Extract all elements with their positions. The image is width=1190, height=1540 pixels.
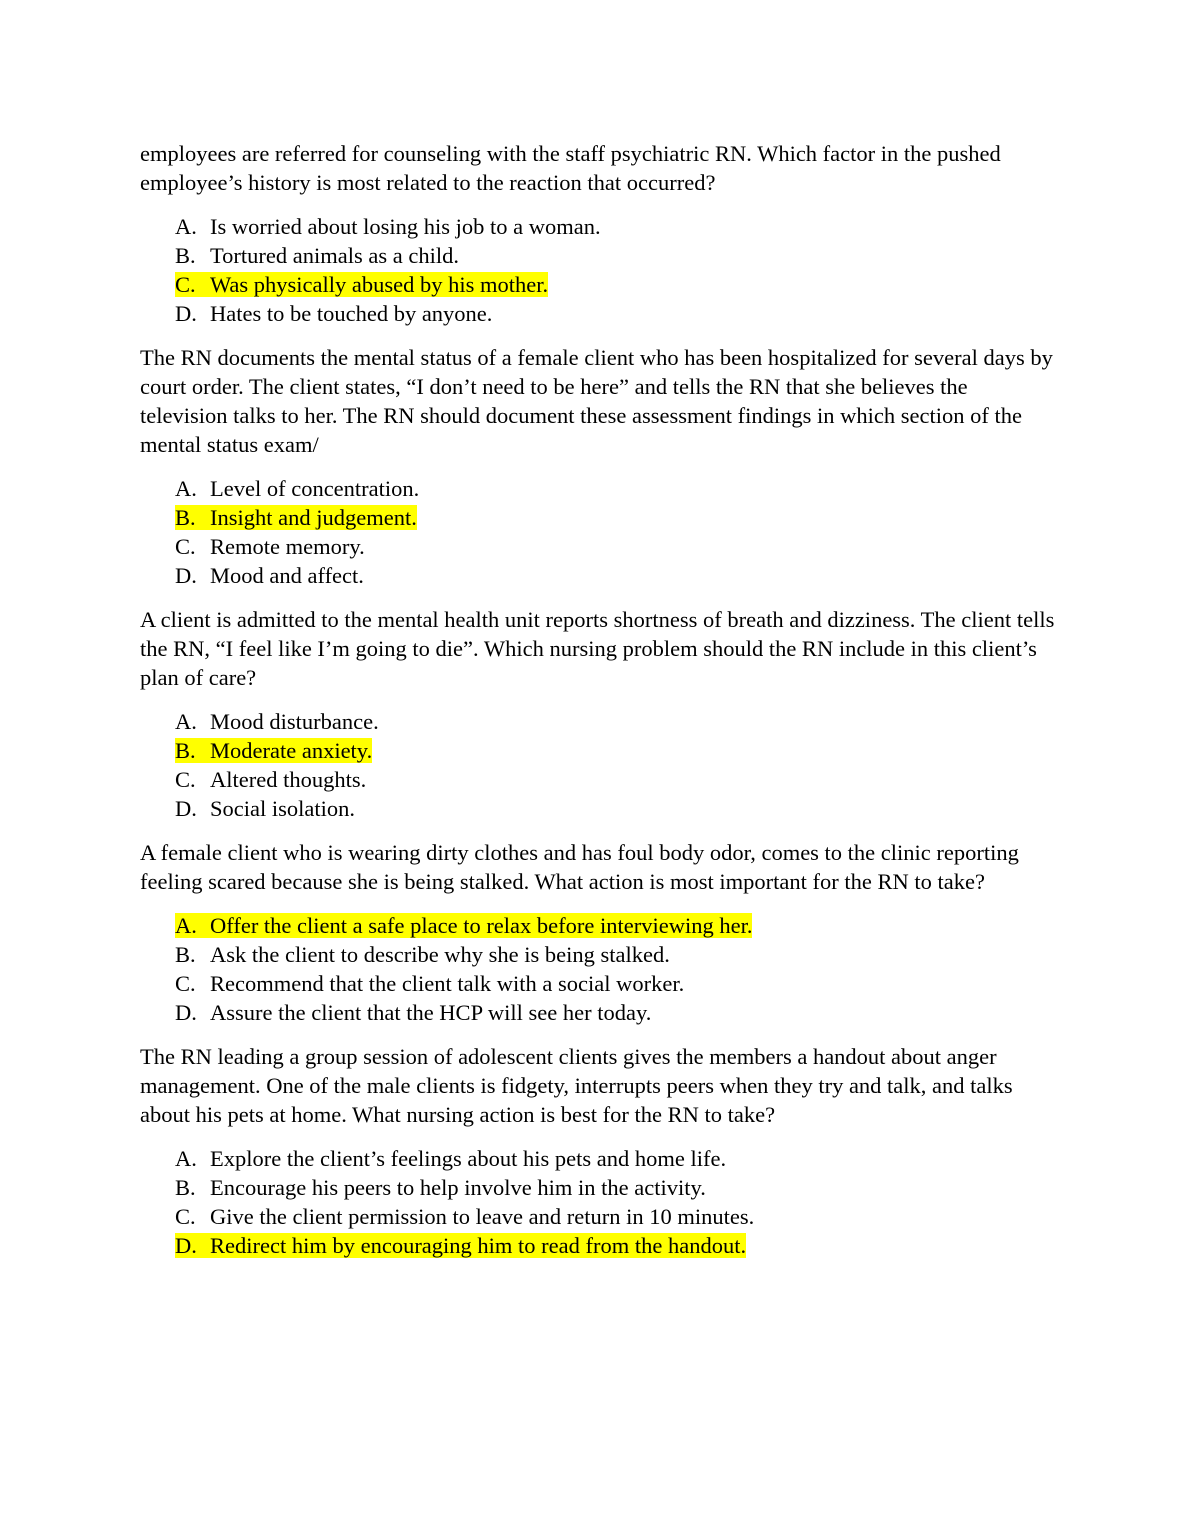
option-letter: A. (175, 476, 197, 501)
option-c (140, 270, 1060, 299)
answer-options (140, 911, 1060, 1027)
answer-options (140, 212, 1060, 328)
option-letter: C. (175, 767, 196, 792)
option-letter: C. (175, 971, 196, 996)
option-letter: A. (175, 1146, 197, 1171)
option-text: Assure the client that the HCP will see her today. (210, 1000, 652, 1025)
question-text: The RN leading a group session of adolescent clients gives the members a handout about anger management. One of the male clients is fidgety, interrupts peers when they try and talk, and talks about his pets at home. What nursing action is best for the RN to take? (140, 1044, 1013, 1127)
option-letter: D. (175, 1000, 197, 1025)
question-2 (140, 343, 1060, 590)
question-3 (140, 605, 1060, 823)
question-text: A client is admitted to the mental health unit reports shortness of breath and dizziness. The client tells the RN, “I feel like I’m going to die”. Which nursing problem should the RN include in this client’s plan of care? (140, 607, 1055, 690)
option-a (140, 707, 1060, 736)
option-text: Is worried about losing his job to a woman. (210, 214, 601, 239)
option-letter: A. (175, 913, 197, 938)
option-c (140, 969, 1060, 998)
question-1 (140, 139, 1060, 328)
option-letter: C. (175, 272, 196, 297)
answer-options (140, 1144, 1060, 1260)
option-text: Mood and affect. (210, 563, 364, 588)
question-5 (140, 1042, 1060, 1260)
option-d (140, 794, 1060, 823)
option-letter: A. (175, 214, 197, 239)
option-a (140, 1144, 1060, 1173)
option-b (140, 940, 1060, 969)
question-text: A female client who is wearing dirty clothes and has foul body odor, comes to the clinic reporting feeling scared because she is being stalked. What action is most important for the RN to take? (140, 840, 1019, 894)
option-text: Encourage his peers to help involve him in the activity. (210, 1175, 706, 1200)
option-b (140, 241, 1060, 270)
option-text: Insight and judgement. (210, 505, 417, 530)
option-letter: B. (175, 738, 196, 763)
option-d (140, 561, 1060, 590)
option-text: Moderate anxiety. (210, 738, 373, 763)
option-text: Level of concentration. (210, 476, 420, 501)
option-text: Offer the client a safe place to relax before interviewing her. (210, 913, 753, 938)
option-text: Explore the client’s feelings about his pets and home life. (210, 1146, 727, 1171)
option-text: Give the client permission to leave and return in 10 minutes. (210, 1204, 755, 1229)
question-text: The RN documents the mental status of a female client who has been hospitalized for several days by court order. The client states, “I don’t need to be here” and tells the RN that she believes the television talks to her. The RN should document these assessment findings in which section of the mental status exam/ (140, 345, 1053, 457)
option-letter: A. (175, 709, 197, 734)
option-text: Was physically abused by his mother. (210, 272, 549, 297)
option-text: Social isolation. (210, 796, 355, 821)
option-a (140, 212, 1060, 241)
option-text: Recommend that the client talk with a social worker. (210, 971, 685, 996)
option-d (140, 998, 1060, 1027)
option-text: Altered thoughts. (210, 767, 367, 792)
option-letter: C. (175, 1204, 196, 1229)
answer-options (140, 474, 1060, 590)
option-letter: D. (175, 301, 197, 326)
option-letter: C. (175, 534, 196, 559)
option-letter: B. (175, 1175, 196, 1200)
option-text: Hates to be touched by anyone. (210, 301, 493, 326)
option-text: Mood disturbance. (210, 709, 379, 734)
option-d (140, 1231, 1060, 1260)
option-b (140, 503, 1060, 532)
option-text: Redirect him by encouraging him to read from the handout. (210, 1233, 747, 1258)
option-letter: D. (175, 1233, 197, 1258)
option-c (140, 532, 1060, 561)
option-b (140, 1173, 1060, 1202)
option-letter: B. (175, 942, 196, 967)
option-c (140, 765, 1060, 794)
option-c (140, 1202, 1060, 1231)
option-text: Remote memory. (210, 534, 365, 559)
option-letter: D. (175, 796, 197, 821)
document-page (140, 139, 1060, 1275)
option-b (140, 736, 1060, 765)
option-a (140, 911, 1060, 940)
option-text: Ask the client to describe why she is being stalked. (210, 942, 670, 967)
answer-options (140, 707, 1060, 823)
question-text: employees are referred for counseling with the staff psychiatric RN. Which factor in the pushed employee’s history is most related to the reaction that occurred? (140, 141, 1001, 195)
option-letter: B. (175, 243, 196, 268)
option-letter: B. (175, 505, 196, 530)
option-d (140, 299, 1060, 328)
option-text: Tortured animals as a child. (210, 243, 459, 268)
option-letter: D. (175, 563, 197, 588)
option-a (140, 474, 1060, 503)
question-4 (140, 838, 1060, 1027)
